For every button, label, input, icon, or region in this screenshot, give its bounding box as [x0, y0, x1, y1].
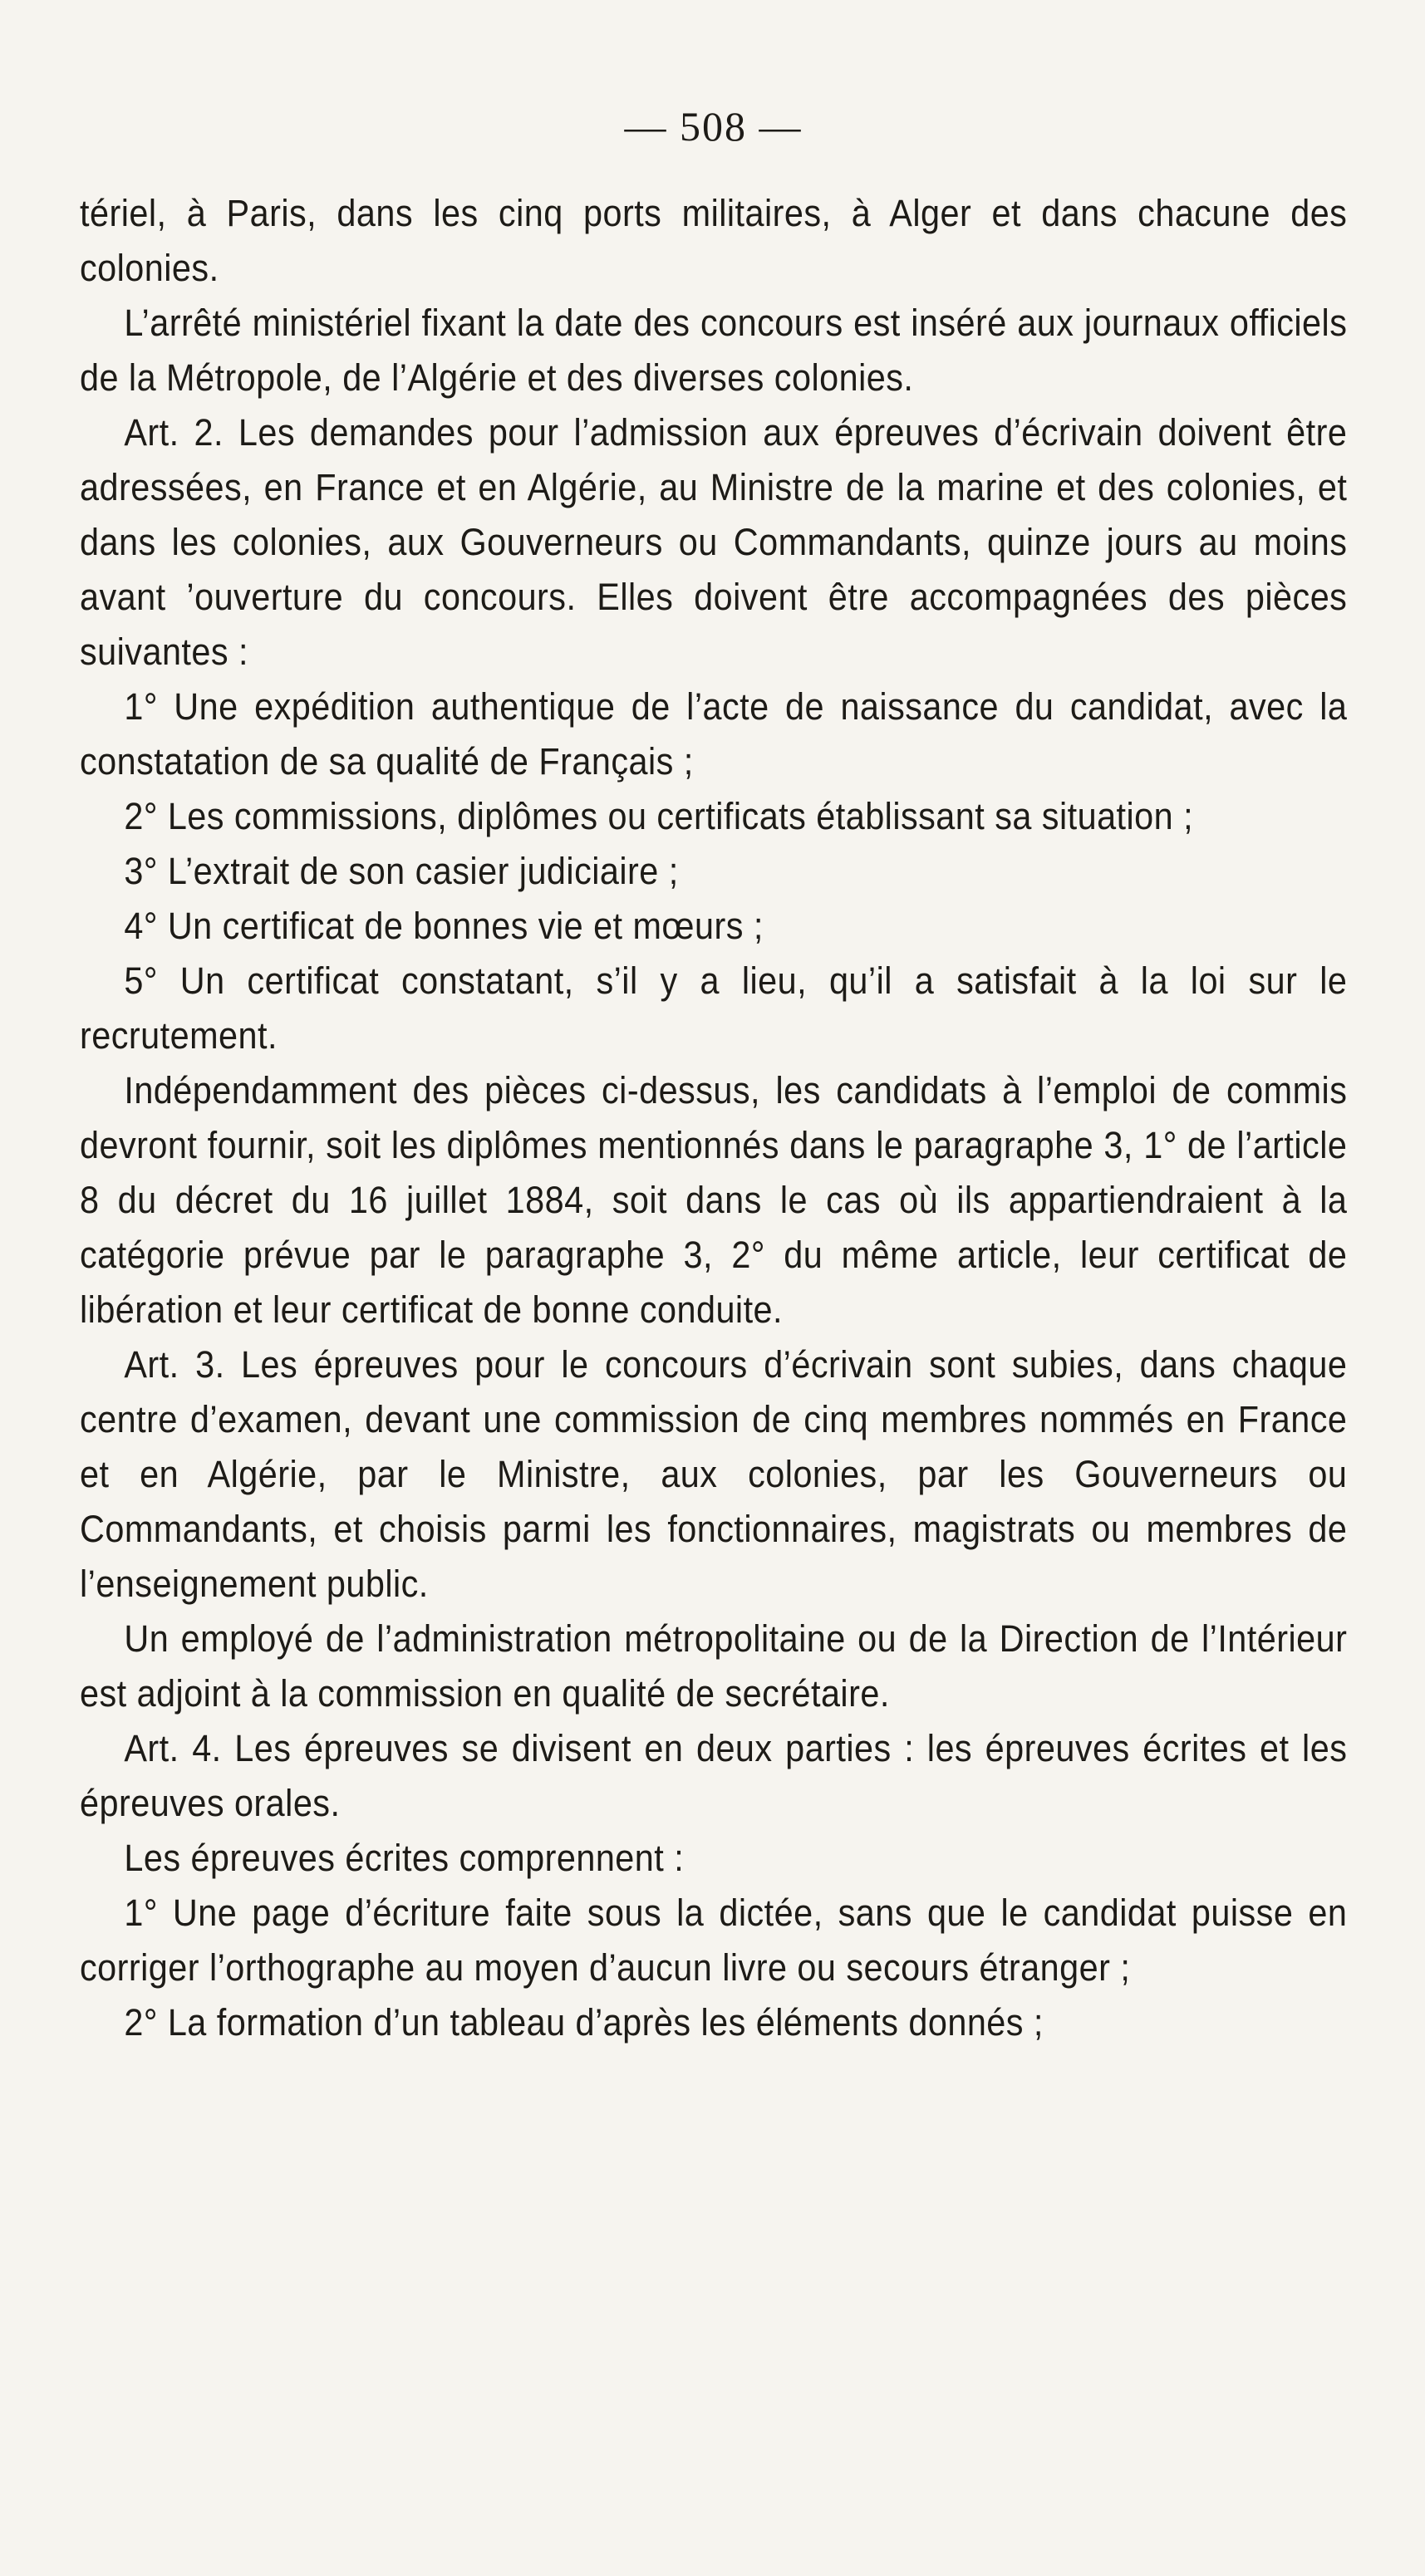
- written-item-1: 1° Une page d’écriture faite sous la dictée, sans que le candidat puisse en corriger l’orthographe au moyen d’aucun livre ou secours étranger ;: [80, 1892, 1348, 1989]
- page-number: — 508 —: [624, 103, 803, 150]
- list-item-2: 2° Les commissions, diplômes ou certificats établissant sa situation ;: [124, 795, 1194, 837]
- paragraph-article-4: Art. 4. Les épreuves se divisent en deux parties : les épreuves écrites et les épreuves orales.: [80, 1727, 1348, 1824]
- paragraph-arrete: L’arrêté ministériel fixant la date des concours est inséré aux journaux officiels de la Métropole, de l’Algérie et des diverses colonies.: [80, 302, 1348, 399]
- body-text: [80, 186, 1347, 2050]
- paragraph-article-3: Art. 3. Les épreuves pour le concours d’écrivain sont subies, dans chaque centre d’examen, devant une commission de cinq membres nommés en France et en Algérie, par le Ministre, aux colonies, par les Gouverneurs ou Commandants, et choisis parmi les fonctionnaires, magistrats ou membres de l’enseignement public.: [80, 1343, 1348, 1605]
- written-item-2: 2° La formation d’un tableau d’après les éléments donnés ;: [124, 2001, 1044, 2044]
- list-item-1: 1° Une expédition authentique de l’acte de naissance du candidat, avec la constatation de sa qualité de Français ;: [80, 685, 1348, 783]
- paragraph-employe: Un employé de l’administration métropolitaine ou de la Direction de l’Intérieur est adjoint à la commission en qualité de secrétaire.: [80, 1617, 1348, 1715]
- page-content: [80, 93, 1347, 2050]
- paragraph-continuation: tériel, à Paris, dans les cinq ports militaires, à Alger et dans chacune des colonies.: [80, 192, 1348, 289]
- list-item-3: 3° L’extrait de son casier judiciaire ;: [124, 850, 679, 892]
- list-item-5: 5° Un certificat constatant, s’il y a lieu, qu’il a satisfait à la loi sur le recrutement.: [80, 959, 1348, 1057]
- paragraph-independamment: Indépendamment des pièces ci-dessus, les candidats à l’emploi de commis devront fournir, soit les diplômes mentionnés dans le paragraphe 3, 1° de l’article 8 du décret du 16 juillet 1884, soit dans le cas où ils appartiendraient à la catégorie prévue par le paragraphe 3, 2° du même article, leur certificat de libération et leur certificat de bonne conduite.: [80, 1069, 1348, 1331]
- paragraph-epreuves-ecrites: Les épreuves écrites comprennent :: [124, 1837, 685, 1879]
- paragraph-article-2: Art. 2. Les demandes pour l’admission aux épreuves d’écrivain doivent être adressées, en France et en Algérie, au Ministre de la marine et des colonies, et dans les colonies, aux Gouverneurs ou Commandants, quinze jours au moins avant ’ouverture du concours. Elles doivent être accompagnées des pièces suivantes :: [80, 411, 1348, 673]
- list-item-4: 4° Un certificat de bonnes vie et mœurs ;: [124, 905, 764, 947]
